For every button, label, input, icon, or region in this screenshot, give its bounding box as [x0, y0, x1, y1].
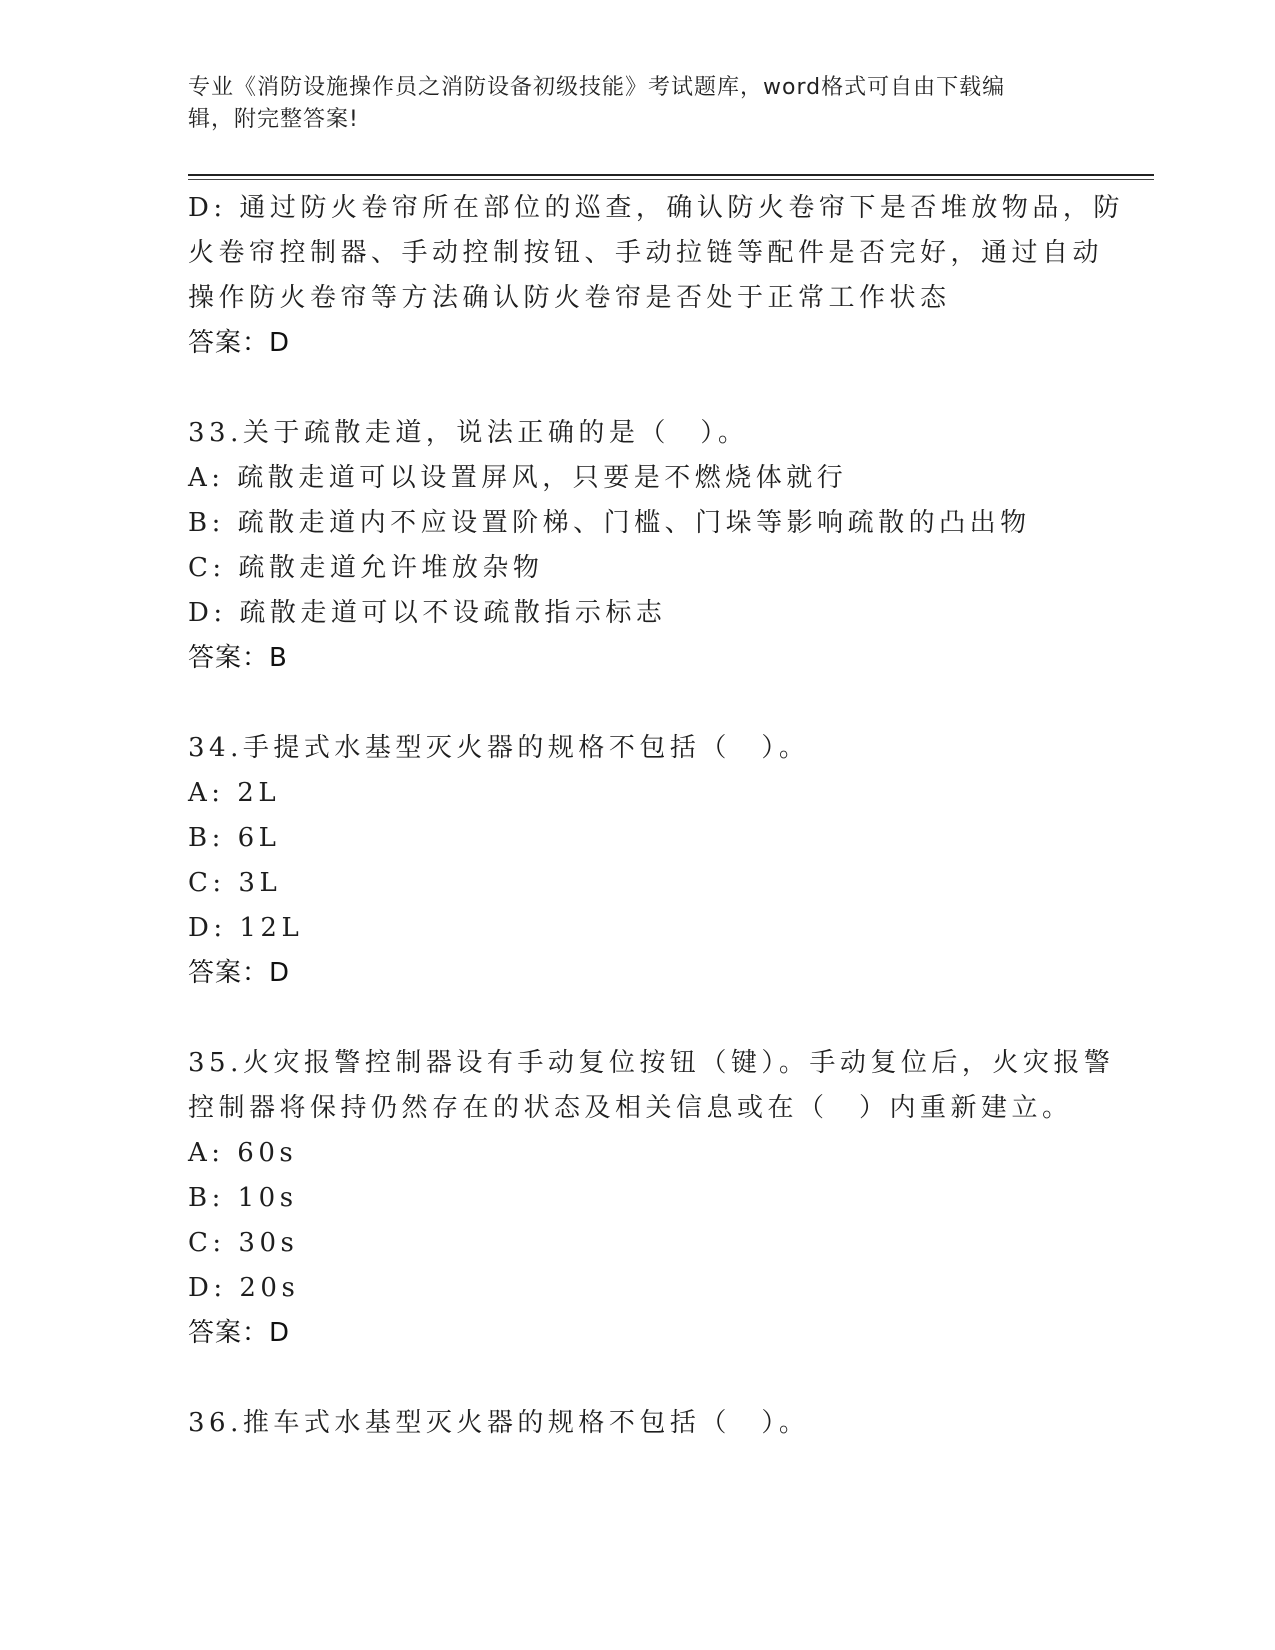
question-stem: 33.关于疏散走道，说法正确的是（ ）。: [188, 418, 749, 448]
option-d: D: 疏散走道可以不设疏散指示标志: [188, 598, 667, 628]
option-b: B: 疏散走道内不应设置阶梯、门槛、门垛等影响疏散的凸出物: [188, 508, 1031, 538]
spacer: [188, 366, 1088, 411]
option-c: C: 30s: [188, 1228, 299, 1258]
answer-text: 答案：D: [188, 1318, 291, 1348]
option-a: A: 疏散走道可以设置屏风，只要是不燃烧体就行: [188, 463, 848, 493]
spacer: [188, 681, 1088, 726]
answer-text: 答案：D: [188, 328, 291, 358]
question-stem: 36.推车式水基型灭火器的规格不包括（ ）。: [188, 1408, 810, 1438]
option-d: D: 12L: [188, 913, 304, 943]
option-c: C: 疏散走道允许堆放杂物: [188, 553, 544, 583]
question-list: [188, 186, 1124, 1446]
question-block: [188, 411, 1088, 681]
question-stem: 35.火灾报警控制器设有手动复位按钮（键）。手动复位后，火灾报警: [188, 1048, 1115, 1078]
option-d: D: 20s: [188, 1273, 300, 1303]
option-text: D: 通过防火卷帘所在部位的巡查，确认防火卷帘下是否堆放物品，防: [188, 193, 1124, 223]
spacer: [188, 1356, 1088, 1401]
document-header: [188, 72, 1068, 136]
question-block: [188, 186, 1124, 366]
question-stem: 34.手提式水基型灭火器的规格不包括（ ）。: [188, 733, 810, 763]
option-a: A: 60s: [188, 1138, 298, 1168]
option-a: A: 2L: [188, 778, 281, 808]
header-line-2: 辑，附完整答案!: [188, 107, 359, 132]
spacer: [188, 996, 1088, 1041]
header-divider-thick: [188, 174, 1154, 176]
header-line-1: 专业《消防设施操作员之消防设备初级技能》考试题库，word格式可自由下载编: [188, 75, 1006, 100]
option-c: C: 3L: [188, 868, 282, 898]
option-text: 操作防火卷帘等方法确认防火卷帘是否处于正常工作状态: [188, 283, 951, 313]
option-b: B: 10s: [188, 1183, 298, 1213]
option-b: B: 6L: [188, 823, 281, 853]
header-divider-thin: [188, 179, 1154, 180]
question-block: [188, 1401, 1088, 1446]
option-text: 火卷帘控制器、手动控制按钮、手动拉链等配件是否完好，通过自动: [188, 238, 1104, 268]
answer-text: 答案：D: [188, 958, 291, 988]
question-block: [188, 726, 1088, 996]
question-block: [188, 1041, 1115, 1356]
answer-text: 答案：B: [188, 643, 288, 673]
question-stem-continued: 控制器将保持仍然存在的状态及相关信息或在（ ）内重新建立。: [188, 1093, 1073, 1123]
